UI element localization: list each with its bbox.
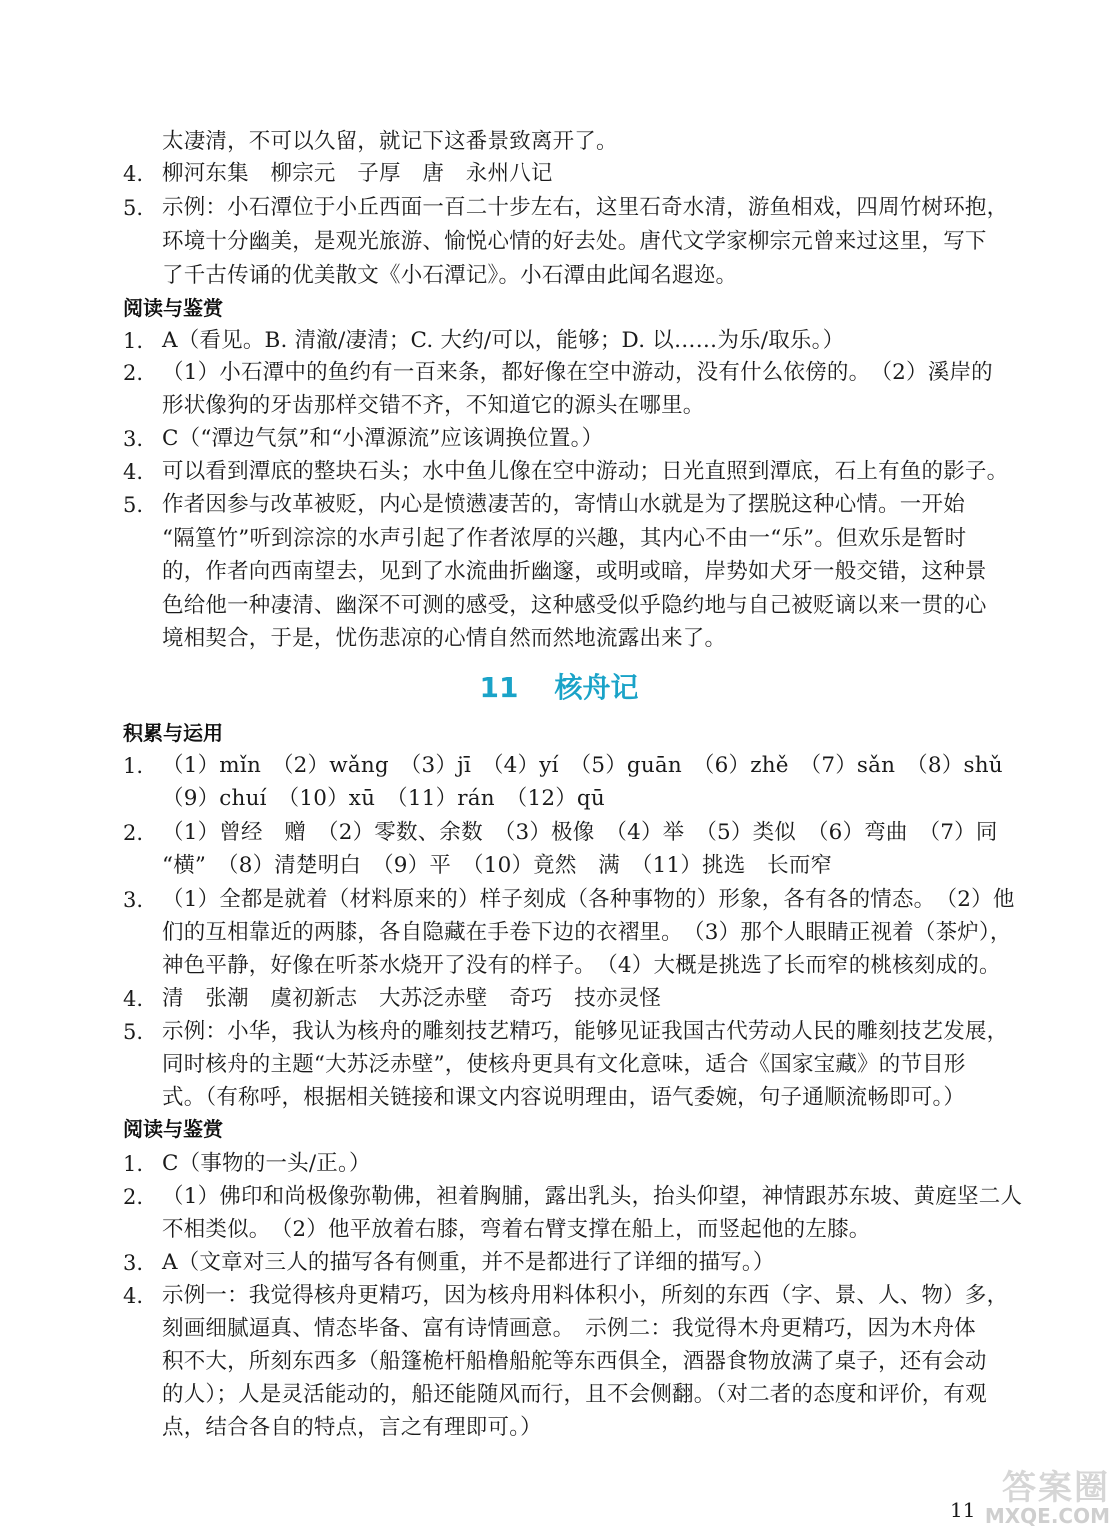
answer-line: C（事物的一头/正。） xyxy=(162,1151,371,1176)
answer-line: A（看见。B. 清澈/凄清；C. 大约/可以，能够；D. 以……为乐/取乐。） xyxy=(162,328,845,353)
answer-line: 示例：小华，我认为核舟的雕刻技艺精巧，能够见证我国古代劳动人民的雕刻技艺发展， xyxy=(162,1019,1009,1044)
chapter-name: 核舟记 xyxy=(554,671,639,704)
answer-line: 形状像狗的牙齿那样交错不齐，不知道它的源头在哪里。 xyxy=(162,393,705,418)
answer-line: 清 张潮 虞初新志 大苏泛赤壁 奇巧 技亦灵怪 xyxy=(162,986,662,1011)
answer-line: A（文章对三人的描写各有侧重，并不是都进行了详细的描写。） xyxy=(162,1250,775,1275)
item-number: 3. xyxy=(123,888,144,912)
answer-line: （1）佛印和尚极像弥勒佛，袒着胸脯，露出乳头，抬头仰望，神情跟苏东坡、黄庭坚二人 xyxy=(162,1184,1023,1209)
item-number: 1. xyxy=(123,1152,144,1176)
item-number: 5. xyxy=(123,493,144,517)
answer-line: 示例一：我觉得核舟更精巧，因为核舟用料体积小，所刻的东西（字、景、人、物）多， xyxy=(162,1283,1009,1308)
answer-line: 点，结合各自的特点，言之有理即可。） xyxy=(162,1415,542,1440)
answer-line: 刻画细腻逼真、情态毕备、富有诗情画意。 示例二：我觉得木舟更精巧，因为木舟体 xyxy=(162,1316,976,1341)
answer-line: 示例：小石潭位于小丘西面一百二十步左右，这里石奇水清，游鱼相戏，四周竹树环抱， xyxy=(162,195,1009,220)
item-number: 1. xyxy=(123,329,144,353)
continuation-line: 太凄清，不可以久留，就记下这番景致离开了。 xyxy=(162,129,618,154)
watermark-site-text: MXQE.COM xyxy=(984,1504,1110,1528)
item-number: 4. xyxy=(123,162,144,186)
item-number: 5. xyxy=(123,196,144,220)
answer-line: “隔篁竹”听到淙淙的水声引起了作者浓厚的兴趣，其内心不由一“乐”。但欢乐是暂时 xyxy=(162,526,967,551)
item-number: 1. xyxy=(123,754,144,778)
answer-line: 的，作者向西南望去，见到了水流曲折幽邃，或明或暗，岸势如犬牙一般交错，这种景 xyxy=(162,559,987,584)
answer-line: C（“潭边气氛”和“小潭源流”应该调换位置。） xyxy=(162,426,604,451)
answer-line: （1）曾经 赠 （2）零数、余数 （3）极像 （4）举 （5）类似 （6）弯曲 （7）同 xyxy=(162,820,998,845)
item-number: 3. xyxy=(123,1251,144,1275)
chapter-title xyxy=(0,668,1118,708)
answer-line: 神色平静，好像在听茶水烧开了没有的样子。 （4）大概是挑选了长而窄的桃核刻成的。 xyxy=(162,953,1001,978)
answer-line: （1）小石潭中的鱼约有一百来条，都好像在空中游动，没有什么依傍的。 （2）溪岸的 xyxy=(162,360,993,385)
answer-line: 作者因参与改革被贬，内心是愤懑凄苦的，寄情山水就是为了摆脱这种心情。一开始 xyxy=(162,492,965,517)
item-number: 2. xyxy=(123,821,144,845)
answer-line: 同时核舟的主题“大苏泛赤壁”，使核舟更具有文化意味，适合《国家宝藏》的节目形 xyxy=(162,1052,966,1077)
section-heading: 阅读与鉴赏 xyxy=(123,296,223,320)
item-number: 4. xyxy=(123,1284,144,1308)
item-number: 5. xyxy=(123,1020,144,1044)
item-number: 3. xyxy=(123,427,144,451)
answer-line: 不相类似。 （2）他平放着右膝，弯着右臂支撑在船上，而竖起他的左膝。 xyxy=(162,1217,871,1242)
item-number: 2. xyxy=(123,361,144,385)
watermark-logo-text: 答案圈 xyxy=(1002,1468,1110,1508)
section-heading: 积累与运用 xyxy=(123,721,223,745)
answer-line: “横” （8）清楚明白 （9）平 （10）竟然 满 （11）挑选 长而窄 xyxy=(162,853,833,878)
answer-line: （9）chuí （10）xū （11）rán （12）qū xyxy=(162,786,605,811)
watermark xyxy=(960,1470,1110,1532)
answer-line: 柳河东集 柳宗元 子厚 唐 永州八记 xyxy=(162,161,553,186)
answer-line: 色给他一种凄清、幽深不可测的感受，这种感受似乎隐约地与自己被贬谪以来一贯的心 xyxy=(162,593,987,618)
chapter-number: 11 xyxy=(479,671,519,704)
section-heading: 阅读与鉴赏 xyxy=(123,1117,223,1141)
item-number: 4. xyxy=(123,987,144,1011)
answer-line: 们的互相靠近的两膝，各自隐藏在手卷下边的衣褶里。 （3）那个人眼睛正视着（茶炉）， xyxy=(162,920,1012,945)
answer-line: （1）mǐn （2）wǎng （3）jī （4）yí （5）guān （6）zhě （7）sǎn （8）shǔ xyxy=(162,753,1003,778)
page-number: 11 xyxy=(950,1498,976,1522)
item-number: 4. xyxy=(123,460,144,484)
answer-line: 积不大，所刻东西多（船篷桅杆船橹船舵等东西俱全，酒器食物放满了桌子，还有会动 xyxy=(162,1349,987,1374)
answer-line: 境相契合，于是，忧伤悲凉的心情自然而然地流露出来了。 xyxy=(162,626,727,651)
answer-line: 的人）；人是灵活能动的，船还能随风而行，且不会侧翻。（对二者的态度和评价，有观 xyxy=(162,1382,987,1407)
item-number: 2. xyxy=(123,1185,144,1209)
answer-line: （1）全都是就着（材料原来的）样子刻成（各种事物的）形象，各有各的情态。 （2）他 xyxy=(162,887,1015,912)
answer-line: 可以看到潭底的整块石头；水中鱼儿像在空中游动；日光直照到潭底，石上有鱼的影子。 xyxy=(162,459,1009,484)
answer-line: 环境十分幽美，是观光旅游、愉悦心情的好去处。唐代文学家柳宗元曾来过这里，写下 xyxy=(162,229,987,254)
answer-line: 了千古传诵的优美散文《小石潭记》。小石潭由此闻名遐迩。 xyxy=(162,263,738,288)
answer-line: 式。（有称呼，根据相关链接和课文内容说明理由，语气委婉，句子通顺流畅即可。） xyxy=(162,1085,966,1110)
